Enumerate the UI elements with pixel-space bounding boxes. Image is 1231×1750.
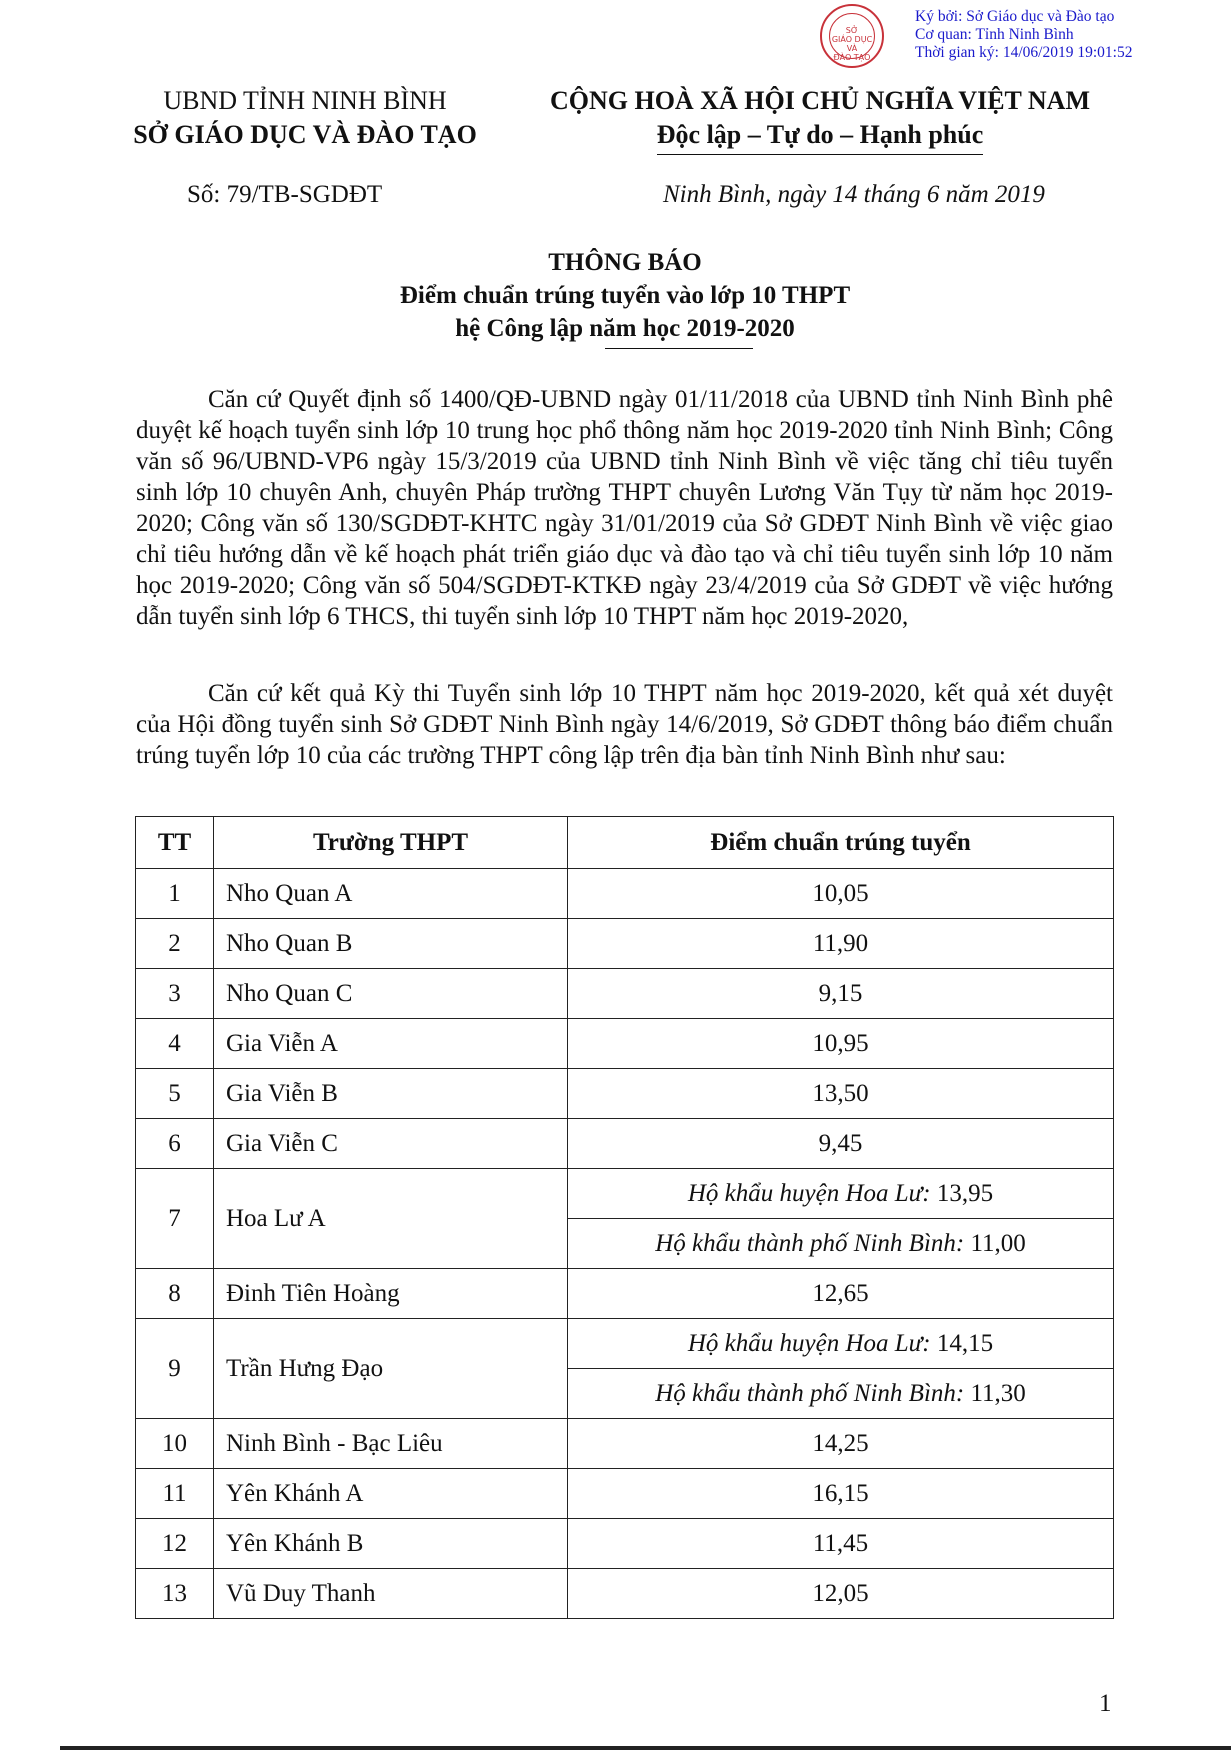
row-number: 11 xyxy=(136,1469,214,1519)
school-name: Hoa Lư A xyxy=(214,1169,568,1269)
header-score: Điểm chuẩn trúng tuyển xyxy=(568,817,1114,869)
school-name: Yên Khánh B xyxy=(214,1519,568,1569)
school-name: Ninh Bình - Bạc Liêu xyxy=(214,1419,568,1469)
score-value: 13,95 xyxy=(936,1179,994,1207)
row-number: 13 xyxy=(136,1569,214,1619)
document-number: Số: 79/TB-SGDĐT xyxy=(187,181,383,208)
row-number: 8 xyxy=(136,1269,214,1319)
school-name: Trần Hưng Đạo xyxy=(214,1319,568,1419)
table-row xyxy=(136,1119,1114,1169)
header-school: Trường THPT xyxy=(214,817,568,869)
admission-score xyxy=(568,1219,1114,1269)
admission-score: 14,25 xyxy=(568,1419,1114,1469)
row-number: 7 xyxy=(136,1169,214,1269)
national-motto: Độc lập – Tự do – Hạnh phúc xyxy=(657,118,984,152)
table-row xyxy=(136,1419,1114,1469)
residence-label: Hộ khẩu huyện Hoa Lư: xyxy=(687,1179,931,1207)
school-name: Đinh Tiên Hoàng xyxy=(214,1269,568,1319)
row-number: 2 xyxy=(136,919,214,969)
signed-by: Ký bởi: Sở Giáo dục và Đào tạo xyxy=(915,8,1115,25)
digital-signature-info xyxy=(915,8,1132,62)
table-row xyxy=(136,869,1114,919)
admission-score: 16,15 xyxy=(568,1469,1114,1519)
document-title xyxy=(0,246,1231,345)
row-number: 3 xyxy=(136,969,214,1019)
admission-score xyxy=(568,1369,1114,1419)
table-header-row xyxy=(136,817,1114,869)
table-row xyxy=(136,1569,1114,1619)
school-name: Nho Quan C xyxy=(214,969,568,1019)
legal-basis-paragraph: Căn cứ Quyết định số 1400/QĐ-UBND ngày 01/11/2018 của UBND tỉnh Ninh Bình phê duyệt kế hoạch tuyển sinh lớp 10 trung học phổ thông năm học 2019-2020 tỉnh Ninh Bình; Công văn số 96/UBND-VP6 ngày 15/3/2019 của UBND tỉnh Ninh Bình về việc tăng chỉ tiêu tuyển sinh lớp 10 chuyên Anh, chuyên Pháp trường THPT chuyên Lương Văn Tụy từ năm học 2019-2020; Công văn số 130/SGDĐT-KHTC ngày 31/01/2019 của Sở GDĐT Ninh Bình về việc giao chỉ tiêu hướng dẫn về kế hoạch phát triển giáo dục và đào tạo và chỉ tiêu tuyển sinh lớp 10 năm học 2019-2020; Công văn số 504/SGDĐT-KTKĐ ngày 23/4/2019 của Sở GDĐT về việc hướng dẫn tuyển sinh lớp 6 THCS, thi tuyển sinh lớp 10 THPT năm học 2019-2020, xyxy=(136,386,1113,630)
score-value: 14,15 xyxy=(936,1329,994,1357)
nation-name: CỘNG HOÀ XÃ HỘI CHỦ NGHĨA VIỆT NAM xyxy=(549,86,1091,115)
row-number: 4 xyxy=(136,1019,214,1069)
digital-signature-seal xyxy=(820,4,884,68)
row-number: 6 xyxy=(136,1119,214,1169)
admission-score: 11,45 xyxy=(568,1519,1114,1569)
national-title xyxy=(520,84,1120,152)
score-value: 11,30 xyxy=(970,1379,1026,1407)
admission-score: 9,15 xyxy=(568,969,1114,1019)
authority-line-1: UBND TỈNH NINH BÌNH xyxy=(163,86,447,115)
score-value: 11,00 xyxy=(970,1229,1026,1257)
admission-score: 11,90 xyxy=(568,919,1114,969)
row-number: 5 xyxy=(136,1069,214,1119)
school-name: Yên Khánh A xyxy=(214,1469,568,1519)
row-number: 1 xyxy=(136,869,214,919)
admission-scores-table xyxy=(135,816,1114,1619)
admission-score: 10,95 xyxy=(568,1019,1114,1069)
admission-score: 9,45 xyxy=(568,1119,1114,1169)
title-line-3: hệ Công lập năm học 2019-2020 xyxy=(455,312,795,345)
title-line-1: THÔNG BÁO xyxy=(548,249,702,276)
school-name: Nho Quan A xyxy=(214,869,568,919)
row-number: 12 xyxy=(136,1519,214,1569)
page-number: 1 xyxy=(1099,1690,1112,1717)
seal-text: SỞ GIÁO DỤC VÀ ĐÀO TẠO xyxy=(831,26,873,62)
table-row xyxy=(136,1269,1114,1319)
table-row xyxy=(136,1169,1114,1219)
title-line-2: Điểm chuẩn trúng tuyển vào lớp 10 THPT xyxy=(399,282,851,309)
page-bottom-border xyxy=(60,1746,1231,1750)
school-name: Gia Viễn A xyxy=(214,1019,568,1069)
issuing-authority xyxy=(110,84,500,152)
school-name: Gia Viễn B xyxy=(214,1069,568,1119)
table-row xyxy=(136,1319,1114,1369)
table-row xyxy=(136,969,1114,1019)
school-name: Vũ Duy Thanh xyxy=(214,1569,568,1619)
school-name: Nho Quan B xyxy=(214,919,568,969)
exam-result-paragraph: Căn cứ kết quả Kỳ thi Tuyển sinh lớp 10 THPT năm học 2019-2020, kết quả xét duyệt của Hội đồng tuyển sinh Sở GDĐT Ninh Bình ngày 14/6/2019, Sở GDĐT thông báo điểm chuẩn trúng tuyển lớp 10 của các trường THPT công lập trên địa bàn tỉnh Ninh Bình như sau: xyxy=(136,680,1113,769)
admission-score xyxy=(568,1319,1114,1369)
authority-line-2: SỞ GIÁO DỤC VÀ ĐÀO TẠO xyxy=(133,120,477,149)
place-and-date: Ninh Bình, ngày 14 tháng 6 năm 2019 xyxy=(663,181,1045,208)
residence-label: Hộ khẩu huyện Hoa Lư: xyxy=(687,1329,931,1357)
signed-time: Thời gian ký: 14/06/2019 19:01:52 xyxy=(915,44,1133,61)
table-row xyxy=(136,1469,1114,1519)
signing-agency: Cơ quan: Tỉnh Ninh Bình xyxy=(915,26,1074,43)
residence-label: Hộ khẩu thành phố Ninh Bình: xyxy=(655,1379,965,1407)
admission-score: 13,50 xyxy=(568,1069,1114,1119)
row-number: 10 xyxy=(136,1419,214,1469)
table-row xyxy=(136,919,1114,969)
residence-label: Hộ khẩu thành phố Ninh Bình: xyxy=(655,1229,965,1257)
admission-score: 10,05 xyxy=(568,869,1114,919)
admission-score: 12,65 xyxy=(568,1269,1114,1319)
school-name: Gia Viễn C xyxy=(214,1119,568,1169)
table-row xyxy=(136,1519,1114,1569)
header-tt: TT xyxy=(136,817,214,869)
row-number: 9 xyxy=(136,1319,214,1419)
table-row xyxy=(136,1069,1114,1119)
admission-score xyxy=(568,1169,1114,1219)
admission-score: 12,05 xyxy=(568,1569,1114,1619)
table-row xyxy=(136,1019,1114,1069)
table-body xyxy=(136,869,1114,1619)
